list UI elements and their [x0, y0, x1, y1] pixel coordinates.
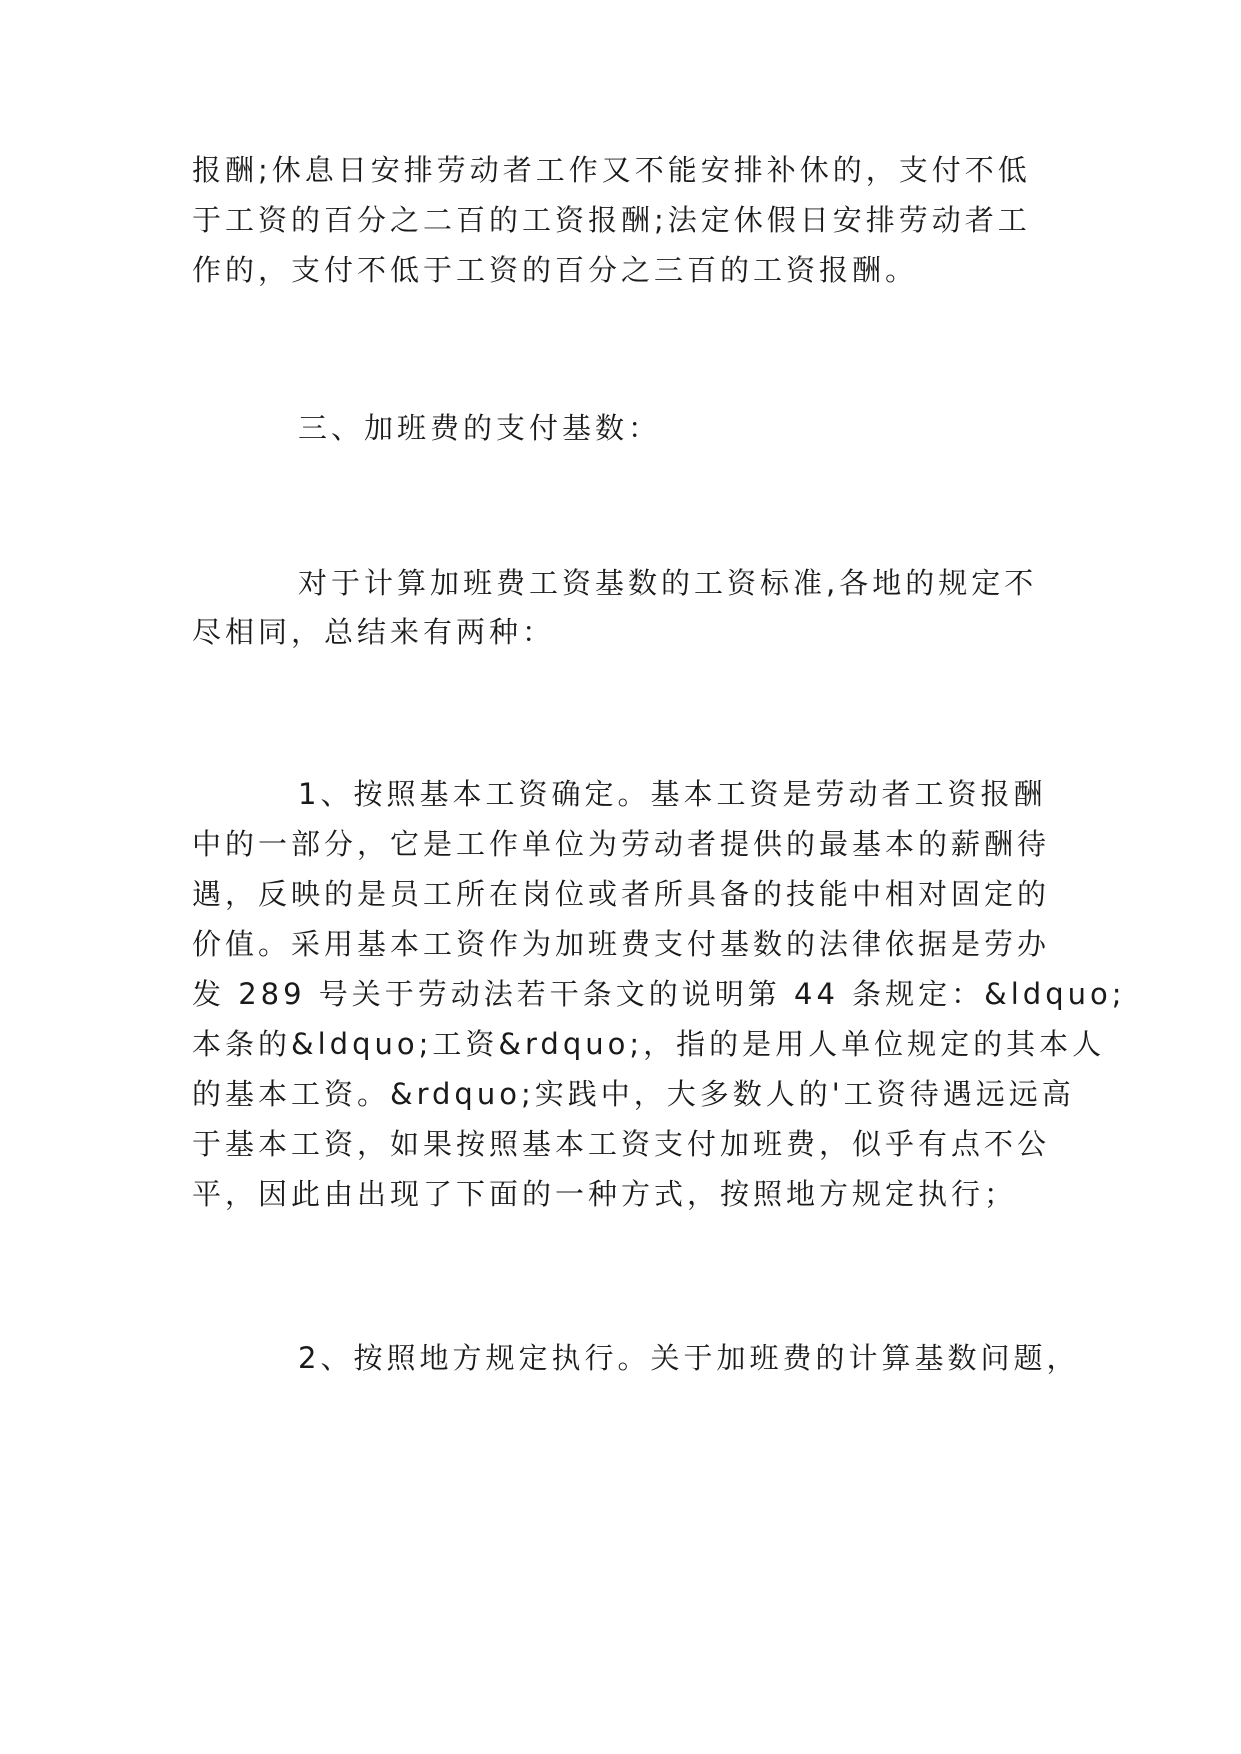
paragraph-line: 1、按照基本工资确定。基本工资是劳动者工资报酬	[298, 777, 1047, 811]
paragraph-line: 于工资的百分之二百的工资报酬;法定休假日安排劳动者工	[192, 203, 1031, 237]
paragraph-line: 尽相同，总结来有两种：	[192, 615, 556, 649]
paragraph-line: 对于计算加班费工资基数的工资标准,各地的规定不	[298, 566, 1038, 600]
paragraph-line: 遇，反映的是员工所在岗位或者所具备的技能中相对固定的	[192, 877, 1051, 911]
paragraph-line: 作的，支付不低于工资的百分之三百的工资报酬。	[192, 253, 919, 287]
paragraph-line: 的基本工资。&rdquo;实践中，大多数人的'工资待遇远远高	[192, 1077, 1075, 1111]
paragraph-line: 中的一部分，它是工作单位为劳动者提供的最基本的薪酬待	[192, 827, 1051, 861]
paragraph-line: 平，因此由出现了下面的一种方式，按照地方规定执行；	[192, 1177, 1018, 1211]
paragraph-line: 报酬;休息日安排劳动者工作又不能安排补休的，支付不低	[192, 153, 1031, 187]
paragraph-line: 于基本工资，如果按照基本工资支付加班费，似乎有点不公	[192, 1127, 1051, 1161]
paragraph-line: 2、按照地方规定执行。关于加班费的计算基数问题，	[298, 1341, 1080, 1375]
paragraph-line: 本条的&ldquo;工资&rdquo;，指的是用人单位规定的其本人	[192, 1027, 1106, 1061]
section-heading: 三、加班费的支付基数：	[298, 411, 662, 445]
paragraph-line: 价值。采用基本工资作为加班费支付基数的法律依据是劳办	[192, 927, 1051, 961]
paragraph-line: 发 289 号关于劳动法若干条文的说明第 44 条规定：&ldquo;	[192, 977, 1126, 1011]
